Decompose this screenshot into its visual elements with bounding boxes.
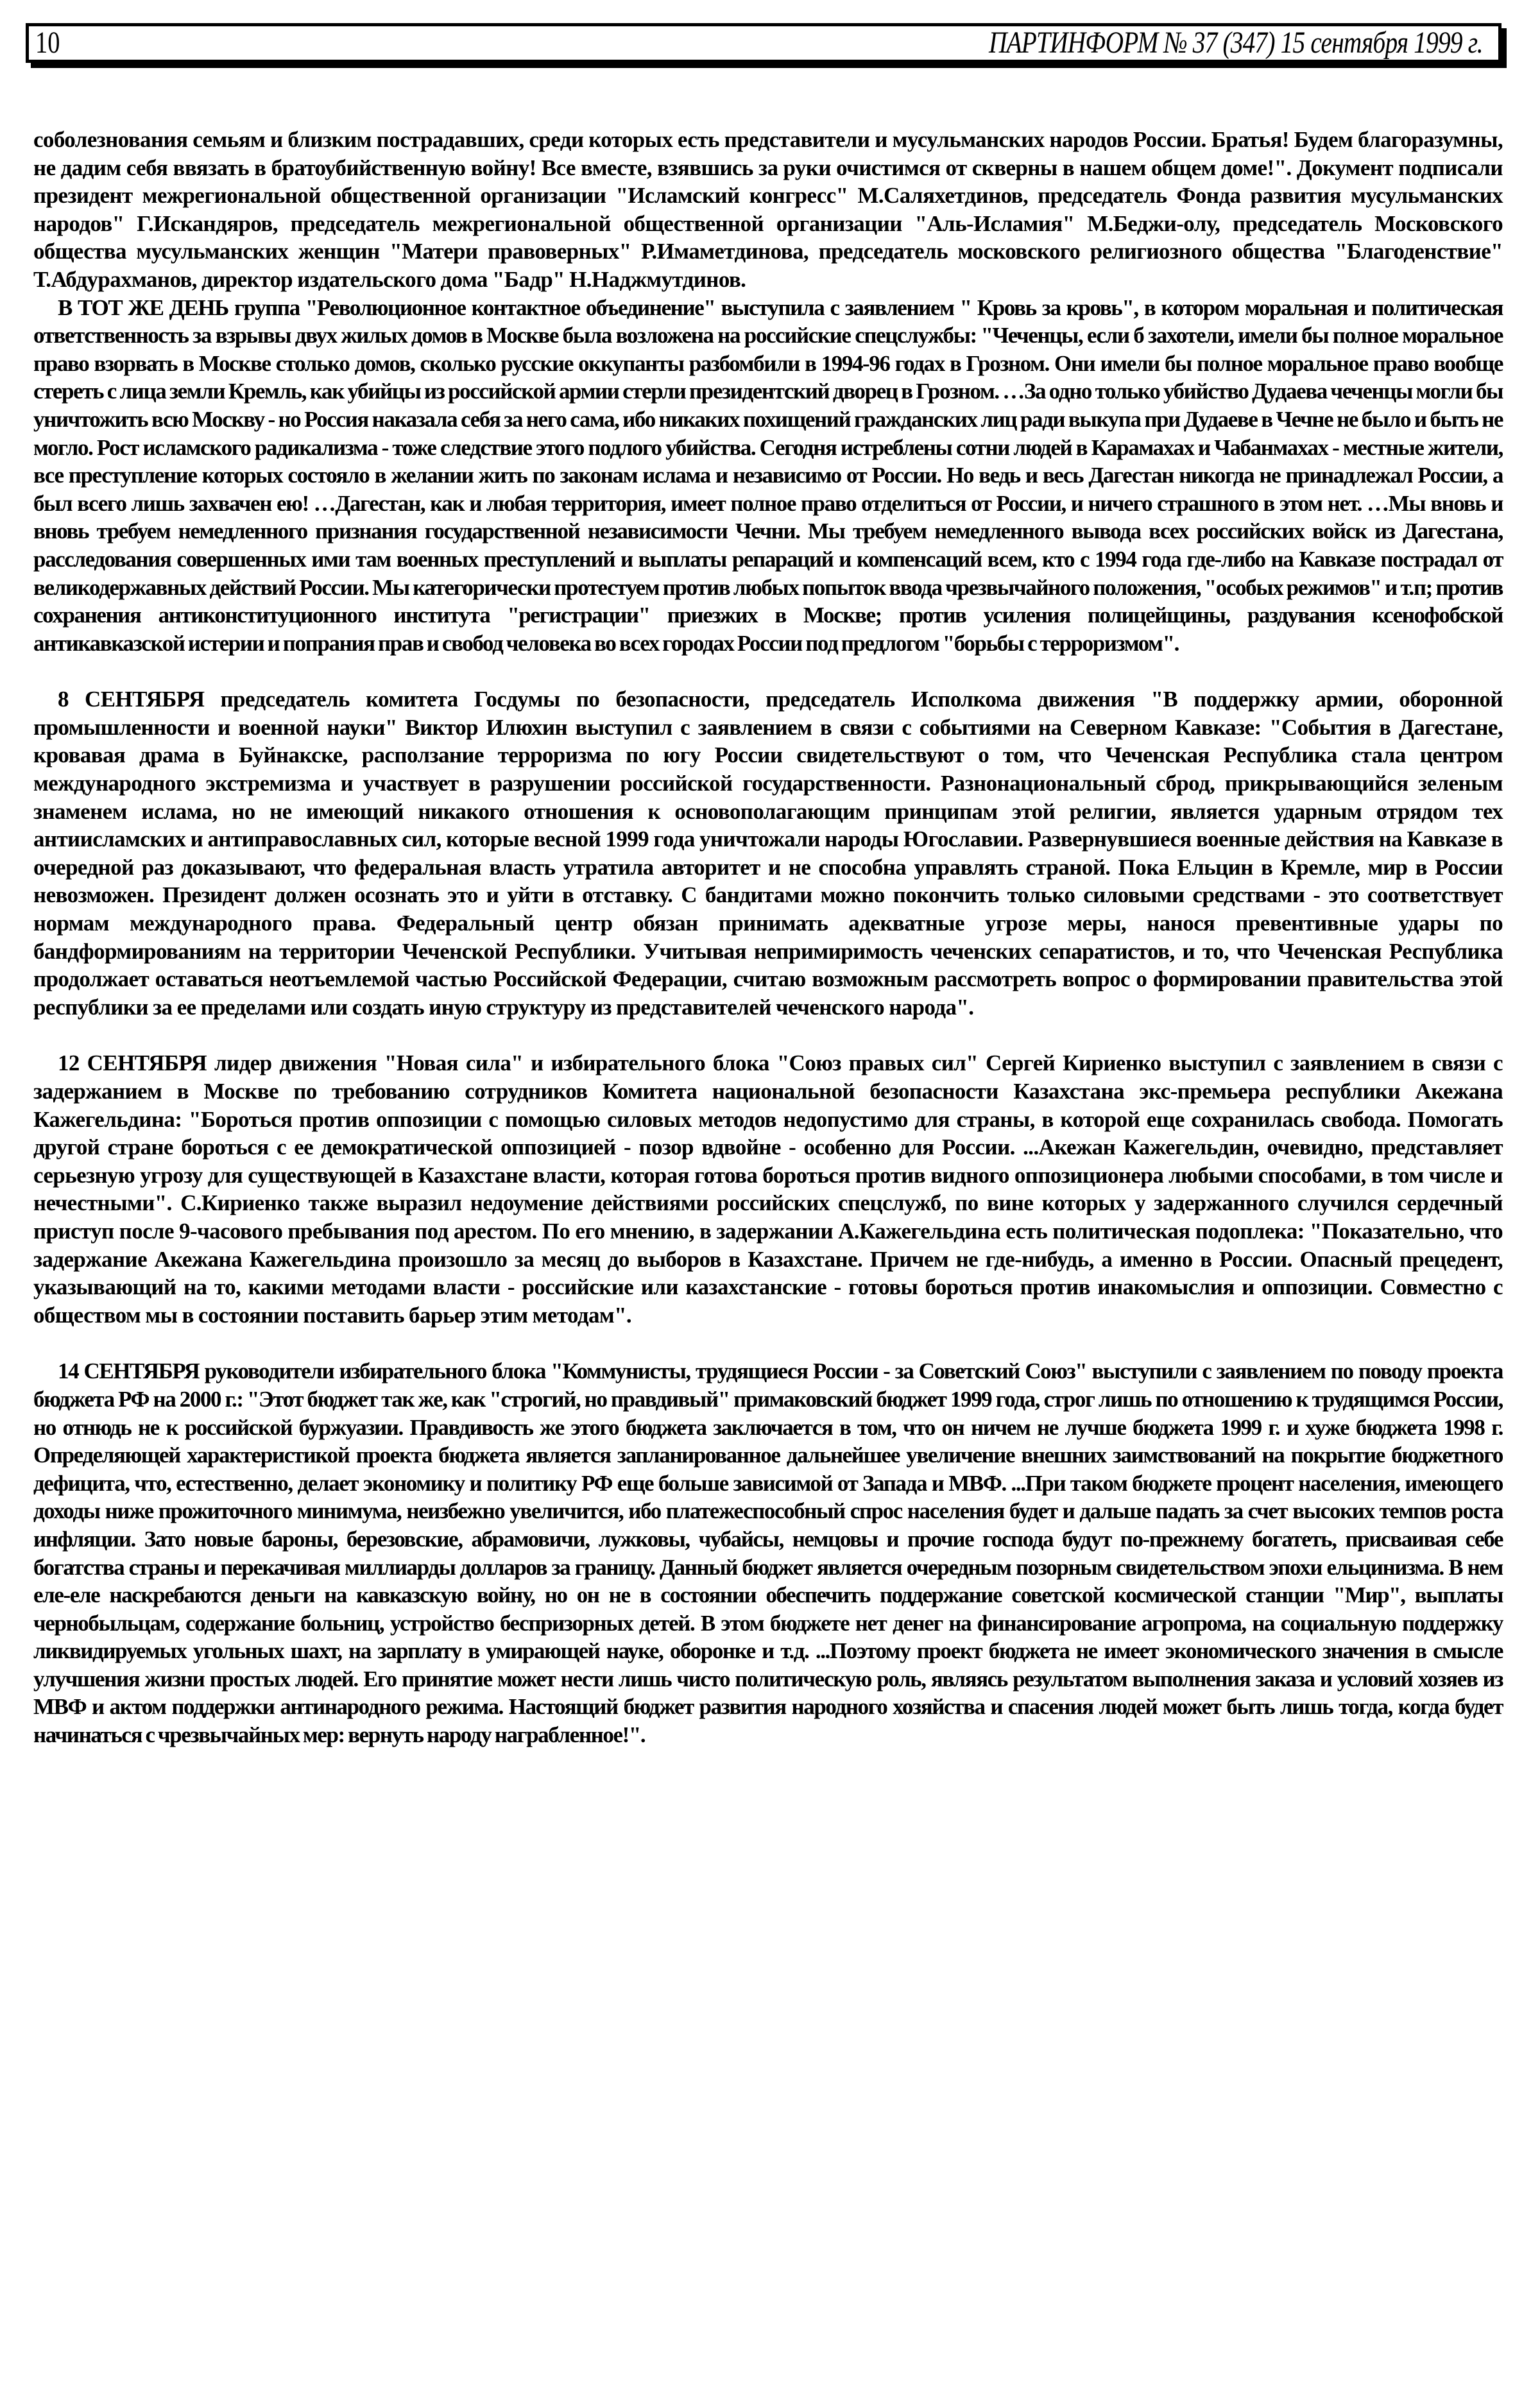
paragraph-text: руководители избирательного блока "Коммунисты, трудящиеся России - за Советский Союз" выступили с заявлением по поводу проекта бюджета РФ на 2000 г.: "Этот бюджет так же, как "строгий, но правдивый" примаковский бюджет 1999 года, строг лишь по отношению к трудящимся России, но отнюдь не к российской буржуазии. Правдивость же этого бюджета заключается в том, что он ничем не лучше бюджета 1999 г. и хуже бюджета 1998 г. Определяющей характеристикой проекта бюджета является запланированное дальнейшее увеличение внешних заимствований на покрытие бюджетного дефицита, что, естественно, делает экономику и политику РФ еще больше зависимой от Запада и МВФ. ...При таком бюджете процент населения, имеющего доходы ниже прожиточного минимума, неизбежно увеличится, ибо платежеспособный спрос населения будет и дальше падать за счет высоких темпов роста инфляции. Зато новые бароны, березовские, абрамовичи, лужковы, чубайсы, немцовы и прочие господа будут по-прежнему богатеть, присваивая себе богатства страны и перекачивая миллиарды долларов за границу. Данный бюджет является очередным позорным свидетельством эпохи ельцинизма. В нем еле-еле наскребаются деньги на кавказскую войну, но он не в состоянии обеспечить поддержание советской космической станции "Мир", выплаты чернобыльцам, содержание больниц, устройство беспризорных детей. В этом бюджете нет денег на финансирование агропрома, на социальную поддержку ликвидируемых угольных шахт, на зарплату в умирающей науке, оборонке и т.д. ...Поэтому проект бюджета не имеет экономического значения в смысле улучшения жизни простых людей. Его принятие может нести лишь чисто политическую роль, являясь результатом выполнения заказа и условий хозяев из МВФ и актом поддержки антинародного режима. Настоящий бюджет развития народного хозяйства и спасения людей может быть лишь тогда, когда будет начинаться с чрезвычайных мер: вернуть народу награбленное!".	[33, 1358, 1503, 1748]
paragraph-lead: В ТОТ ЖЕ ДЕНЬ	[58, 295, 228, 320]
paragraph-text: соболезнования семьям и близким пострадавших, среди которых есть представители и мусульманских народов России. Братья! Будем благоразумны, не дадим себя ввязать в братоубийственную войну! Все вместе, взявшись за руки очистимся от скверны в нашем общем доме!". Документ подписали президент межрегиональной общественной организации "Исламский конгресс" М.Саляхетдинов, председатель Фонда развития мусульманских народов" Г.Искандяров, председатель межрегиональной общественной организации "Аль-Исламия" М.Беджи-олу, председатель Московского общества мусульманских женщин "Матери правоверных" Р.Имаметдинова, председатель московского религиозного общества "Благоденствие" Т.Абдурахманов, директор издательского дома "Бадр" Н.Наджмутдинов.	[33, 127, 1503, 292]
publication-title: ПАРТИНФОРМ № 37 (347) 15 сентября 1999 г.	[989, 26, 1483, 60]
paragraph-same-day	[33, 294, 1503, 658]
paragraph-sept-14	[33, 1357, 1503, 1749]
paragraph-text: группа "Революционное контактное объединение" выступила с заявлением " Кровь за кровь", в котором моральная и политическая ответственность за взрывы двух жилых домов в Москве была возложена на российские спецслужбы: "Чеченцы, если б захотели, имели бы полное моральное право взорвать в Москве столько домов, сколько русские оккупанты разбомбили в 1994-96 годах в Грозном. Они имели бы полное моральное право вообще стереть с лица земли Кремль, как убийцы из российской армии стерли президентский дворец в Грозном. …За одно только убийство Дудаева чеченцы могли бы уничтожить всю Москву - но Россия наказала себя за него сама, ибо никаких похищений гражданских лиц ради выкупа при Дудаеве в Чечне не было и быть не могло. Рост исламского радикализма - тоже следствие этого подлого убийства. Сегодня истреблены сотни людей в Карамахах и Чабанмахах - местные жители, все преступление которых состояло в желании жить по законам ислама и независимо от России. Но ведь и весь Дагестан никогда не принадлежал России, а был всего лишь захвачен ею! …Дагестан, как и любая территория, имеет полное право отделиться от России, и ничего страшного в этом нет. …Мы вновь и вновь требуем немедленного признания государственной независимости Чечни. Мы требуем немедленного вывода всех российских войск из Дагестана, расследования совершенных ими там военных преступлений и выплаты репараций и компенсаций всем, кто с 1994 года где-либо на Кавказе пострадал от великодержавных действий России. Мы категорически протестуем против любых попыток ввода чрезвычайного положения, "особых режимов" и т.п; против сохранения антиконституционного института "регистрации" приезжих в Москве; против усиления полицейщины, раздувания ксенофобской антикавказской истерии и попрания прав и свобод человека во всех городах России под предлогом "борьбы с терроризмом".	[33, 295, 1503, 656]
paragraph-lead: 14 СЕНТЯБРЯ	[58, 1358, 200, 1384]
paragraph-text: председатель комитета Госдумы по безопасности, председатель Исполкома движения "В поддержку армии, оборонной промышленности и военной науки" Виктор Илюхин выступил с заявлением в связи с событиями на Северном Кавказе: "События в Дагестане, кровавая драма в Буйнакске, расползание терроризма по югу России свидетельствуют о том, что Чеченская Республика стала центром международного экстремизма и участвует в разрушении российской государственности. Разнонациональный сброд, прикрывающийся зеленым знаменем ислама, но не имеющий никакого отношения к основополагающим принципам этой религии, является ударным отрядом тех антиисламских и антиправославных сил, которые весной 1999 года уничтожали народы Югославии. Развернувшиеся военные действия на Кавказе в очередной раз доказывают, что федеральная власть утратила авторитет и не способна управлять страной. Пока Ельцин в Кремле, мир в России невозможен. Президент должен осознать это и уйти в отставку. С бандитами можно покончить только силовыми средствами - это соответствует нормам международного права. Федеральный центр обязан принимать адекватные угрозе меры, нанося превентивные удары по бандформированиям на территории Чеченской Республики. Учитывая непримиримость чеченских сепаратистов, и то, что Чеченская Республика продолжает оставаться неотъемлемой частью Российской Федерации, считаю возможным рассмотреть вопрос о формировании правительства этой республики за ее пределами или создать иную структуру из представителей чеченского народа".	[33, 687, 1503, 1020]
page-number: 10	[35, 26, 60, 60]
paragraph-condolences	[33, 126, 1503, 294]
paragraph-lead: 8 СЕНТЯБРЯ	[58, 687, 205, 712]
paragraph-sept-12	[33, 1049, 1503, 1329]
paragraph-sept-8	[33, 685, 1503, 1021]
article-body	[33, 126, 1503, 1749]
paragraph-text: лидер движения "Новая сила" и избирательного блока "Союз правых сил" Сергей Кириенко выступил с заявлением в связи с задержанием в Москве по требованию сотрудников Комитета национальной безопасности Казахстана экс-премьера республики Акежана Кажегельдина: "Бороться против оппозиции с помощью силовых методов недопустимо для страны, в которой еще сохранилась свобода. Помогать другой стране бороться с ее демократической оппозицией - позор вдвойне - особенно для России. ...Акежан Кажегельдин, очевидно, представляет серьезную угрозу для существующей в Казахстане власти, которая готова бороться против видного оппозиционера любыми способами, в том числе и нечестными". С.Кириенко также выразил недоумение действиями российских спецслужб, по вине которых у задержанного случился сердечный приступ после 9-часового пребывания под арестом. По его мнению, в задержании А.Кажегельдина есть политическая подоплека: "Показательно, что задержание Акежана Кажегельдина произошло за месяц до выборов в Казахстане. Причем не где-нибудь, а именно в России. Опасный прецедент, указывающий на то, какими методами власти - российские или казахстанские - готовы бороться против инакомыслия и оппозиции. Совместно с обществом мы в состоянии поставить барьер этим методам".	[33, 1050, 1503, 1328]
paragraph-lead: 12 СЕНТЯБРЯ	[58, 1050, 207, 1076]
page-header	[26, 23, 1502, 63]
